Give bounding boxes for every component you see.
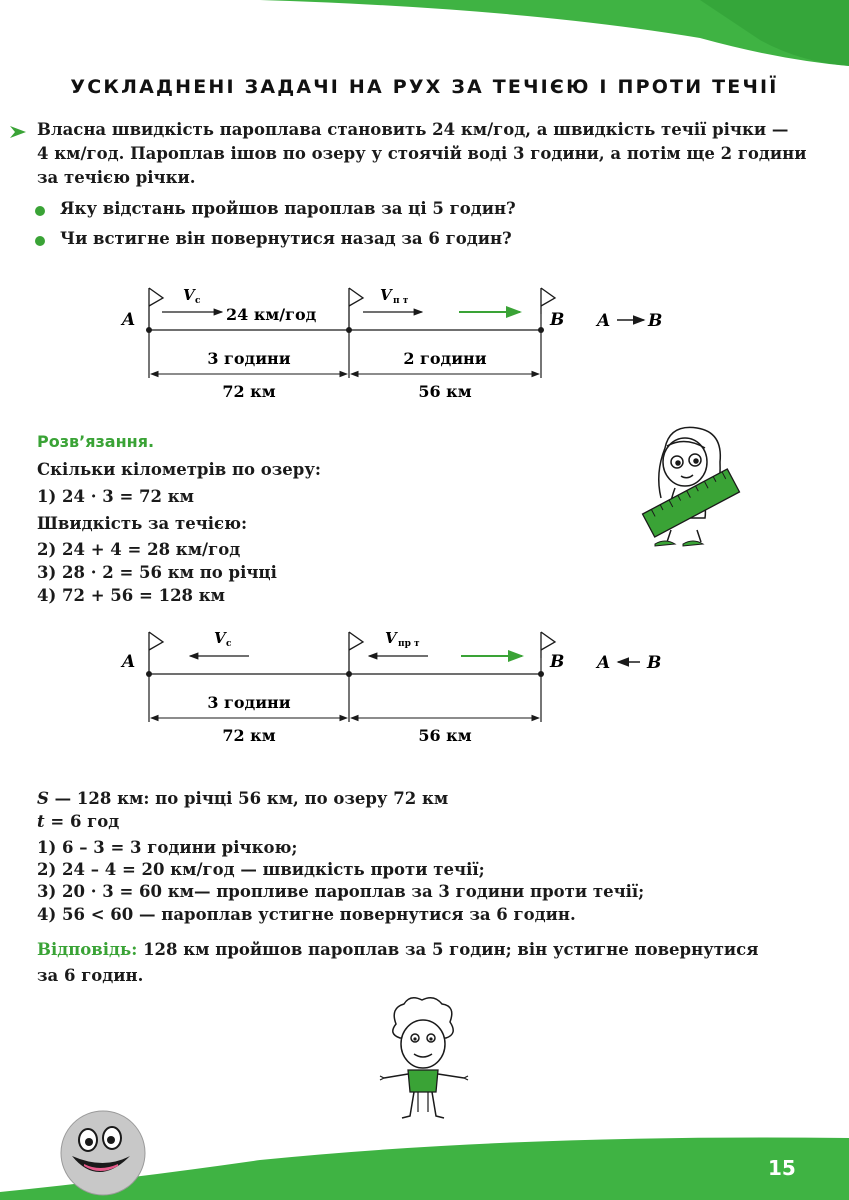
problem-line-3: за течією річки. bbox=[37, 168, 196, 187]
part2-line-3: 3) 20 · 3 = 60 км— пропливе пароплав за 3 години проти течії; bbox=[37, 882, 645, 901]
v-own-label: V bbox=[183, 286, 195, 304]
direction-from: A bbox=[597, 311, 611, 331]
v-own-label: V bbox=[214, 629, 226, 647]
part2-line-2: 2) 24 – 4 = 20 км/год — швидкість проти течії; bbox=[37, 860, 485, 879]
t-variable: t bbox=[37, 812, 45, 831]
answer-line-2: за 6 годин. bbox=[37, 966, 144, 985]
diagram-downstream bbox=[0, 280, 849, 410]
direction-from: A bbox=[597, 653, 611, 673]
part2-line-4: 4) 56 < 60 — пароплав устигне повернутися за 6 годин. bbox=[37, 905, 576, 924]
question-bullet-icon bbox=[35, 206, 45, 216]
point-b-label: B bbox=[550, 652, 565, 672]
v-own-sub: с bbox=[195, 296, 201, 306]
time-1: 3 години bbox=[207, 349, 291, 368]
v-current-sub: пр т bbox=[398, 639, 420, 649]
problem-line-1: Власна швидкість пароплава становить 24 км/год, а швидкість течії річки — bbox=[37, 120, 789, 139]
question-1: Яку відстань пройшов пароплав за ці 5 годин? bbox=[60, 199, 516, 218]
distance-2: 56 км bbox=[418, 726, 472, 745]
diagram-upstream bbox=[0, 624, 849, 754]
page-number: 15 bbox=[768, 1156, 796, 1180]
flag-icon bbox=[149, 632, 555, 674]
top-green-banner bbox=[0, 0, 849, 80]
direction-to: B bbox=[647, 653, 662, 673]
part2-line-1: 1) 6 – 3 = 3 години річкою; bbox=[37, 838, 298, 857]
answer-line-1 bbox=[37, 940, 758, 959]
girl-with-ruler-illustration bbox=[625, 418, 745, 553]
solution-line-6: 4) 72 + 56 = 128 км bbox=[37, 586, 226, 605]
boy-illustration bbox=[376, 994, 472, 1126]
direction-to: B bbox=[648, 311, 663, 331]
t-text: = 6 год bbox=[44, 812, 120, 831]
v-current-sub: п т bbox=[393, 296, 409, 306]
answer-text: 128 км пройшов пароплав за 5 годин; він устигне повернутися bbox=[137, 940, 759, 959]
solution-line-4: 2) 24 + 4 = 28 км/год bbox=[37, 540, 241, 559]
s-text: — 128 км: по річці 56 км, по озеру 72 км bbox=[48, 789, 449, 808]
flag-icon bbox=[149, 288, 555, 330]
page-title: УСКЛАДНЕНІ ЗАДАЧІ НА РУХ ЗА ТЕЧІЄЮ І ПРОТИ ТЕЧІЇ bbox=[70, 76, 779, 98]
s-line bbox=[37, 789, 448, 808]
problem-line-2: 4 км/год. Пароплав ішов по озеру у стоячій воді 3 години, а потім ще 2 години bbox=[37, 144, 807, 163]
point-a-label: A bbox=[122, 310, 136, 330]
solution-line-1: Скільки кілометрів по озеру: bbox=[37, 460, 321, 479]
smiley-face-icon bbox=[58, 1108, 148, 1198]
arrow-bullet-icon bbox=[8, 124, 30, 140]
solution-heading: Розв’язання. bbox=[37, 432, 155, 451]
solution-line-3: Швидкість за течією: bbox=[37, 514, 248, 533]
v-current-label: V bbox=[380, 286, 392, 304]
point-b-label: B bbox=[550, 310, 565, 330]
distance-2: 56 км bbox=[418, 382, 472, 401]
solution-line-2: 1) 24 · 3 = 72 км bbox=[37, 487, 194, 506]
v-own-sub: с bbox=[226, 639, 232, 649]
question-bullet-icon bbox=[35, 236, 45, 246]
v-current-label: V bbox=[385, 629, 397, 647]
t-line bbox=[37, 812, 119, 831]
point-a-label: A bbox=[122, 652, 136, 672]
s-variable: S bbox=[37, 789, 49, 808]
distance-1: 72 км bbox=[222, 382, 276, 401]
time-1: 3 години bbox=[207, 693, 291, 712]
distance-1: 72 км bbox=[222, 726, 276, 745]
answer-label: Відповідь: bbox=[37, 940, 138, 959]
solution-line-5: 3) 28 · 2 = 56 км по річці bbox=[37, 563, 277, 582]
question-2: Чи встигне він повернутися назад за 6 годин? bbox=[60, 229, 512, 248]
time-2: 2 години bbox=[403, 349, 487, 368]
speed-label: 24 км/год bbox=[226, 305, 317, 324]
